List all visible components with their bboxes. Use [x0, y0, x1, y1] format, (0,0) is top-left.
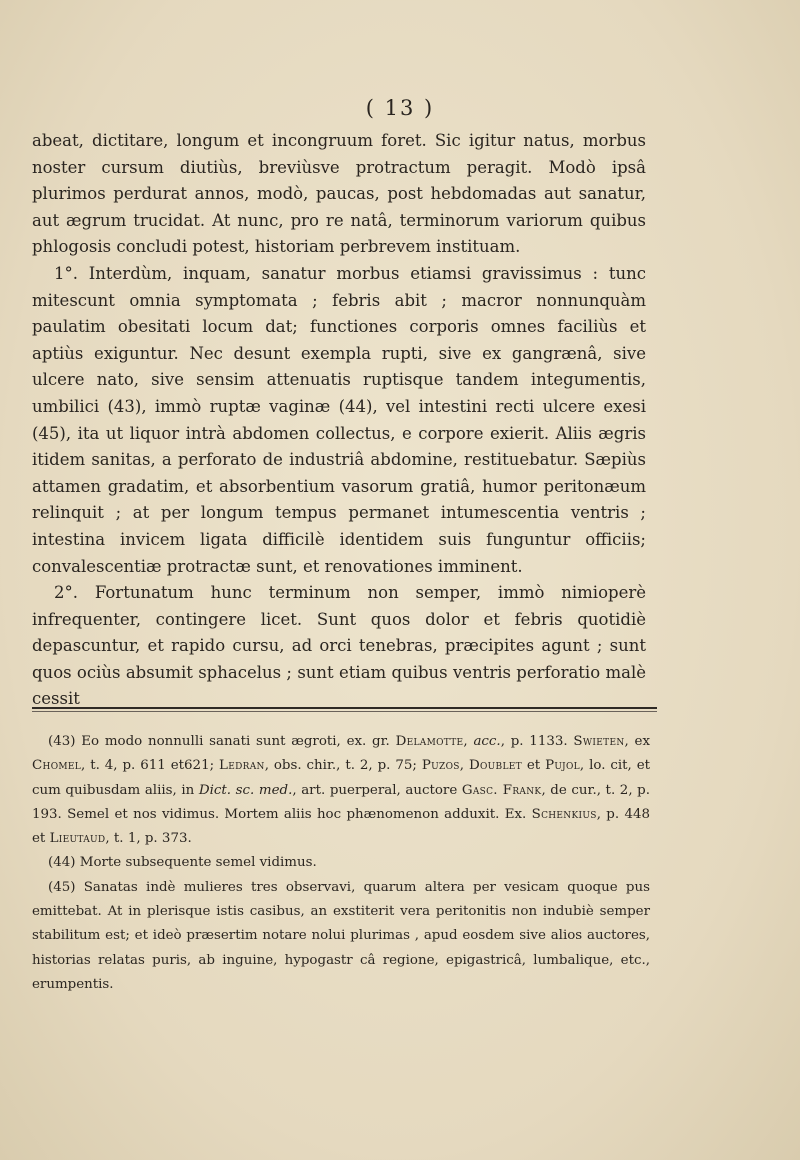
page-number: ( 13 ) [365, 96, 435, 120]
paragraph-3: 2°. Fortunatum hunc terminum non semper, immò nimioperè infrequenter, contingere licet. Sunt quos dolor et febris quotidiè depascuntur, et rapido cursu, ad orci tenebras, præcipites agunt ; sunt quos ociùs absumit sphacelus ; sunt etiam quibus ventris perforatio malè cessit [32, 583, 646, 709]
author-chomel: Chomel [32, 758, 82, 774]
main-text [32, 128, 646, 713]
author-ledran: Ledran [219, 758, 265, 774]
author-puzos: Puzos [421, 758, 460, 774]
author-swieten: Swieten [573, 734, 625, 749]
footnote-divider [32, 707, 657, 709]
author-doublet: Doublet [468, 758, 522, 774]
paragraph-1: abeat, dictitare, longum et incongruum foret. Sic igitur natus, morbus noster cursum diutiùs, breviùsve protractum peragit. Modò ipsâ plurimos perdurat annos, modò, paucas, post hebdomadas aut sanatur, aut ægrum trucidat. At nunc, pro re natâ, terminorum variorum quibus phlogosis concludi potest, historiam perbrevem instituam. [32, 131, 646, 257]
footnote-divider-thin [32, 711, 657, 712]
footnotes [32, 730, 650, 997]
footnote-44: (44) Morte subsequente semel vidimus. [48, 855, 317, 871]
author-delamotte: Delamotte [395, 734, 464, 749]
footnote-43: (43) Eo modo nonnulli sanati sunt ægroti, ex. gr. Delamotte, acc., p. 1133. Swieten, ex Chomel, t. 4, p. 611 et621; Ledran, obs. chir., t. 2, p. 75; Puzos, Doublet et Pujol, lo. cit, et cum quibusdam aliis, in Dict. sc. med., art. puerperal, auctore Gasc. Frank, de cur., t. 2, p. 193. Semel et nos vidimus. Mortem aliis hoc phænomenon adduxit. Ex. Schenkius, p. 448 et Lieutaud, t. 1, p. 373. [32, 734, 651, 847]
ref-acc: acc. [473, 734, 501, 749]
paragraph-2: 1°. Interdùm, inquam, sanatur morbus etiamsi gravissimus : tunc mitescunt omnia symptomata ; febris abit ; macror nonnunquàm paulatim obesitati locum dat; functiones corporis omnes faciliùs et aptiùs exiguntur. Nec desunt exempla rupti, sive ex gangrænâ, sive ulcere nato, sive sensim attenuatis ruptisque tandem integumentis, umbilici (43), immò ruptæ vaginæ (44), vel intestini recti ulcere exesi (45), ita ut liquor intrà abdomen collectus, e corpore exierit. Aliis ægris itidem sanitas, a perforato de industriâ abdomine, restituebatur. Sæpiùs attamen gradatim, et absorbentium vasorum gratiâ, humor peritonæum relinquit ; at per longum tempus permanet intumescentia ventris ; intestina invicem ligata difficilè identidem suis funguntur officiis; convalescentiæ protractæ sunt, et renovationes imminent. [32, 263, 646, 576]
footnote-45: (45) Sanatas indè mulieres tres observavi, quarum altera per vesicam quoque pus emittebat. At in plerisque istis casibus, an exstiterit vera peritonitis non indubiè semper stabilitum est; et ideò præsertim notare nolui plurimas , apud eosdem sive alios auctores, historias relatas puris, ab inguine, hypogastr câ regione, epigastricâ, lumbalique, etc., erumpentis. [32, 879, 650, 992]
author-schenkius: Schenkius [531, 806, 597, 822]
author-lieutaud: Lieutaud [49, 831, 106, 847]
author-pujol: Pujol [545, 758, 580, 774]
ref-dict: Dict. sc. med. [198, 782, 293, 798]
author-gasc-frank: Gasc. Frank [461, 782, 542, 798]
